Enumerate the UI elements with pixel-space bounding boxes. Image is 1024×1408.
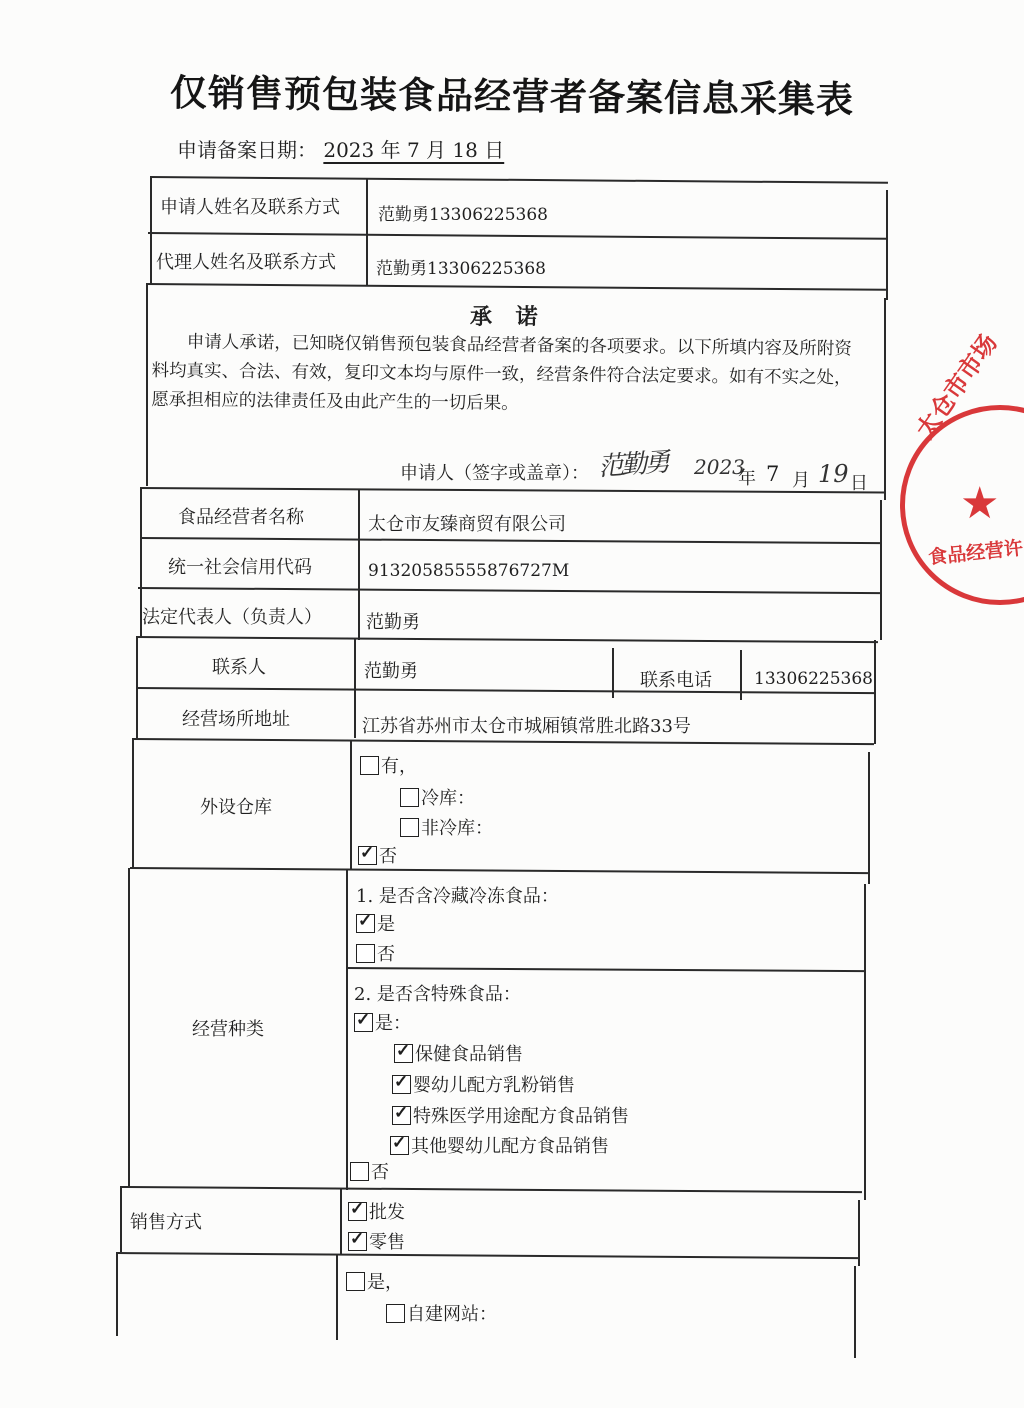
- checkbox-checked[interactable]: [394, 1044, 413, 1063]
- checkbox[interactable]: [360, 756, 379, 775]
- operator-name-label: 食品经营者名称: [178, 507, 304, 528]
- checkbox-checked[interactable]: [390, 1136, 409, 1155]
- checkbox-checked[interactable]: [354, 1013, 373, 1032]
- contact-label: 联系人: [212, 657, 266, 678]
- checkbox-checked[interactable]: [356, 914, 375, 933]
- checkbox[interactable]: [356, 944, 375, 963]
- table-border: [358, 490, 360, 640]
- table-border: [134, 738, 874, 745]
- table-border: [150, 176, 152, 284]
- sign-date-year: 2023: [694, 455, 745, 479]
- table-border: [858, 1200, 860, 1266]
- q1-no-option[interactable]: 否: [356, 940, 395, 966]
- phone-value: 13306225368: [754, 669, 873, 689]
- retail-option[interactable]: ✓零售: [348, 1228, 405, 1254]
- checkbox[interactable]: [400, 818, 419, 837]
- q2-no-option[interactable]: 否: [350, 1158, 389, 1184]
- checkbox[interactable]: [346, 1272, 365, 1291]
- table-border: [122, 1186, 862, 1193]
- filing-date-value: 2023 年 7 月 18 日: [323, 138, 505, 162]
- warehouse-yes-option[interactable]: 有，: [360, 752, 417, 778]
- table-border: [150, 176, 888, 184]
- sales-method-label: 销售方式: [130, 1212, 202, 1233]
- special-food-option[interactable]: ✓婴幼儿配方乳粉销售: [392, 1071, 575, 1097]
- checkbox[interactable]: [386, 1304, 405, 1323]
- legal-rep-label: 法定代表人（负责人）: [142, 607, 322, 628]
- table-border: [346, 870, 348, 1190]
- pledge-body: 申请人承诺，已知晓仅销售预包装食品经营者备案的各项要求。以下所填内容及所附资料均真实、合法、有效，复印文本均与原件一致，经营条件符合法定要求。如有不实之处，愿承担相应的法律责任及由此产生的一切后果。: [151, 332, 852, 414]
- table-border: [880, 500, 882, 640]
- pledge-sign-label: 申请人（签字或盖章）：: [400, 463, 589, 484]
- stamp-star-icon: ★: [960, 478, 1000, 529]
- table-border: [148, 232, 888, 240]
- table-border: [138, 587, 880, 594]
- table-border: [140, 537, 880, 544]
- phone-label: 联系电话: [640, 670, 712, 691]
- operator-name-value: 太仓市友臻商贸有限公司: [368, 514, 566, 535]
- applicant-value: 范勤勇13306225368: [378, 205, 548, 225]
- table-border: [146, 283, 886, 291]
- table-border: [140, 487, 884, 494]
- sign-date-year-suffix: 年: [738, 468, 756, 489]
- table-border: [854, 1266, 856, 1358]
- table-border: [346, 967, 864, 972]
- table-border: [146, 284, 148, 486]
- stamp-text-bottom: 食品经营许: [927, 537, 1024, 569]
- checkbox[interactable]: [350, 1162, 369, 1181]
- applicant-label: 申请人姓名及联系方式: [160, 197, 340, 218]
- table-border: [884, 298, 886, 500]
- q1-question: 1. 是否含冷藏冷冻食品：: [356, 886, 559, 907]
- table-border: [868, 752, 870, 884]
- table-border: [118, 1252, 858, 1259]
- sign-date-month: 7: [766, 462, 780, 486]
- applicant-signature: 范勤勇: [597, 447, 669, 483]
- credit-code-label: 统一社会信用代码: [168, 557, 312, 578]
- pledge-heading: 承 诺: [470, 305, 546, 330]
- q2-question: 2. 是否含特殊食品：: [354, 984, 521, 1005]
- warehouse-cold-option[interactable]: 冷库：: [400, 784, 475, 810]
- business-type-label: 经营种类: [192, 1019, 264, 1040]
- checkbox-checked[interactable]: [348, 1232, 367, 1251]
- special-food-option[interactable]: ✓其他婴幼儿配方食品销售: [390, 1132, 609, 1158]
- address-label: 经营场所地址: [182, 709, 290, 730]
- contact-value: 范勤勇: [364, 661, 418, 682]
- wholesale-option[interactable]: ✓ 批发: [348, 1198, 405, 1224]
- warehouse-label: 外设仓库: [200, 797, 272, 818]
- table-border: [336, 1254, 338, 1340]
- warehouse-no-option[interactable]: ✓否: [358, 842, 397, 868]
- table-border: [132, 738, 134, 868]
- table-border: [120, 1186, 122, 1252]
- filing-date: [177, 134, 504, 163]
- table-border: [340, 1188, 342, 1254]
- own-site-option[interactable]: 自建网站：: [386, 1300, 497, 1326]
- table-border: [128, 868, 130, 1188]
- table-border: [366, 178, 368, 286]
- q2-yes-option[interactable]: ✓是：: [354, 1009, 411, 1035]
- online-yes-option[interactable]: 是，: [346, 1268, 403, 1294]
- agent-label: 代理人姓名及联系方式: [156, 252, 336, 273]
- sign-date-day: 19: [818, 460, 849, 488]
- table-border: [886, 190, 888, 300]
- checkbox[interactable]: [400, 788, 419, 807]
- legal-rep-value: 范勤勇: [366, 612, 420, 633]
- filing-date-label: 申请备案日期：: [177, 138, 317, 162]
- warehouse-noncold-option[interactable]: 非冷库：: [400, 814, 493, 840]
- document-title: 仅销售预包装食品经营者备案信息采集表: [169, 71, 855, 122]
- table-border: [130, 867, 868, 874]
- credit-code-value: 91320585555876727M: [368, 561, 570, 581]
- checkbox-checked[interactable]: [392, 1075, 411, 1094]
- table-border: [350, 740, 352, 870]
- agent-value: 范勤勇13306225368: [376, 259, 546, 279]
- sign-date-month-suffix: 月: [792, 470, 810, 491]
- table-border: [136, 636, 878, 643]
- stamp-text-top: 太仓市市场: [910, 329, 1003, 444]
- table-border: [864, 884, 866, 1200]
- special-food-option[interactable]: ✓特殊医学用途配方食品销售: [392, 1102, 629, 1128]
- checkbox-checked[interactable]: [358, 846, 377, 865]
- q1-yes-option[interactable]: ✓是: [356, 910, 395, 936]
- table-border: [116, 1252, 118, 1336]
- checkbox-checked[interactable]: [348, 1202, 367, 1221]
- sign-date-day-suffix: 日: [850, 473, 868, 494]
- special-food-option[interactable]: ✓保健食品销售: [394, 1040, 523, 1066]
- address-value: 江苏省苏州市太仓市城厢镇常胜北路33号: [362, 716, 691, 737]
- checkbox-checked[interactable]: [392, 1106, 411, 1125]
